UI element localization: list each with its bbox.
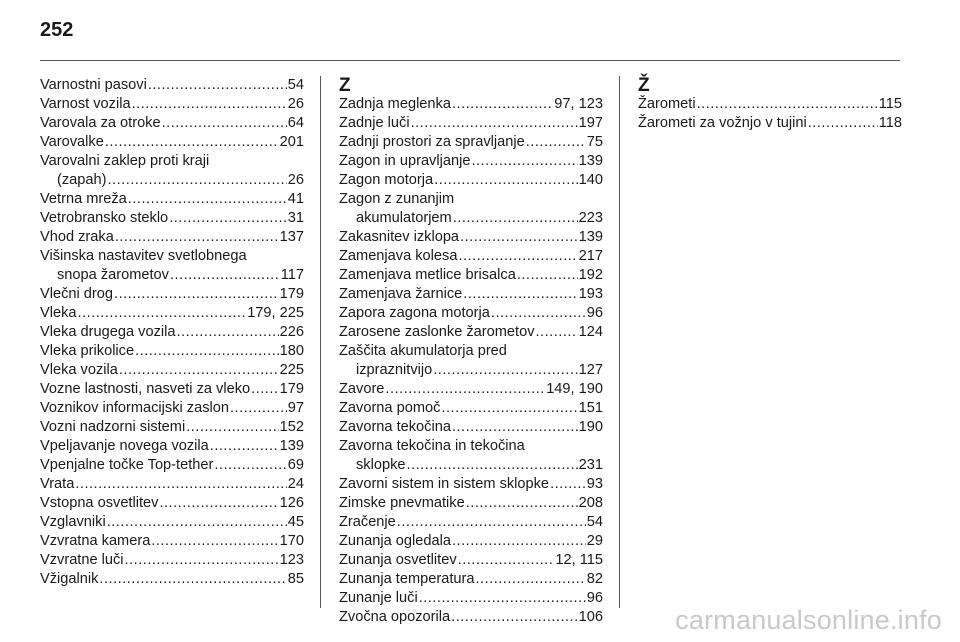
index-entry <box>40 342 304 361</box>
index-page-ref: 223 <box>578 210 603 226</box>
dot-leader <box>251 380 279 399</box>
dot-leader <box>406 456 577 475</box>
index-page-ref: 190 <box>578 419 603 435</box>
dot-leader <box>452 418 578 437</box>
dot-leader <box>135 342 279 361</box>
index-entry <box>339 323 603 342</box>
index-entry <box>339 494 603 513</box>
index-entry-line <box>638 95 902 114</box>
dot-leader <box>132 95 287 114</box>
dot-leader <box>536 323 578 342</box>
index-entry <box>40 304 304 323</box>
index-entry-line <box>40 399 304 418</box>
index-term: Vlečni drog <box>40 286 114 302</box>
index-term: Zagon motorja <box>339 172 434 188</box>
section-letter-zh: Ž <box>638 75 650 96</box>
dot-leader <box>169 209 287 228</box>
index-term: Varnost vozila <box>40 96 131 112</box>
dot-leader <box>385 380 545 399</box>
index-entry-line <box>339 475 603 494</box>
index-page-ref: 118 <box>878 115 902 131</box>
index-entry-line <box>339 570 603 589</box>
index-term: Varnostni pasovi <box>40 77 147 93</box>
dot-leader <box>441 399 577 418</box>
index-entry <box>40 513 304 532</box>
index-entry <box>339 532 603 551</box>
index-entry-continuation <box>339 209 603 228</box>
index-term: Vetrna mreža <box>40 191 127 207</box>
index-term: Zakasnitev izklopa <box>339 229 460 245</box>
index-term: Vzvratna kamera <box>40 533 151 549</box>
index-entry <box>339 418 603 437</box>
dot-leader <box>452 532 586 551</box>
index-entry-line <box>339 589 603 608</box>
index-term: Vžigalnik <box>40 571 99 587</box>
index-entry <box>339 190 603 228</box>
index-entry-continuation <box>339 361 603 380</box>
index-entry-line <box>339 380 603 399</box>
index-column-2 <box>339 76 603 627</box>
dot-leader <box>458 551 555 570</box>
index-term: Zavorni sistem in sistem sklopke <box>339 476 550 492</box>
index-entry <box>40 76 304 95</box>
dot-leader <box>107 513 287 532</box>
index-entry-line <box>339 437 603 456</box>
dot-leader <box>114 285 279 304</box>
index-term: Varovala za otroke <box>40 115 161 131</box>
index-page-ref: 225 <box>279 362 304 378</box>
index-entry-line <box>40 190 304 209</box>
index-page-ref: 45 <box>287 514 304 530</box>
index-term: Zapora zagona motorja <box>339 305 490 321</box>
index-entry-line <box>339 171 603 190</box>
index-page-ref: 179 <box>279 286 304 302</box>
dot-leader <box>176 323 278 342</box>
dot-leader <box>125 551 279 570</box>
index-page-ref: 12, 115 <box>555 552 603 568</box>
index-entry-continuation <box>40 266 304 285</box>
index-entry-line <box>339 494 603 513</box>
dot-leader <box>230 399 287 418</box>
index-term: Vpeljavanje novega vozila <box>40 438 209 454</box>
index-entry-continuation <box>40 171 304 190</box>
index-entry <box>339 475 603 494</box>
index-column-1 <box>40 76 304 589</box>
index-entry <box>339 304 603 323</box>
index-entry <box>339 266 603 285</box>
index-entry <box>339 95 603 114</box>
dot-leader <box>115 228 279 247</box>
index-entry <box>339 437 603 475</box>
index-entry-line <box>40 456 304 475</box>
index-entry-line <box>339 532 603 551</box>
index-page-ref: 126 <box>279 495 304 511</box>
index-column-3 <box>638 76 902 133</box>
index-page-ref: 137 <box>279 229 304 245</box>
index-term: Zamenjava metlice brisalca <box>339 267 516 283</box>
index-term: Zavorna tekočina <box>339 419 451 435</box>
index-term: Zavorna tekočina in tekočina <box>339 438 525 454</box>
dot-leader <box>397 513 586 532</box>
dot-leader <box>105 133 279 152</box>
index-term: Zagon z zunanjim <box>339 191 455 207</box>
index-term: Vleka vozila <box>40 362 118 378</box>
dot-leader <box>458 247 577 266</box>
index-entry <box>339 247 603 266</box>
index-page-ref: 127 <box>578 362 603 378</box>
dot-leader <box>78 304 247 323</box>
index-entry-line <box>339 551 603 570</box>
index-entry <box>40 551 304 570</box>
index-term: Zunanja osvetlitev <box>339 552 457 568</box>
dot-leader <box>434 171 578 190</box>
dot-leader <box>99 570 286 589</box>
index-entry-line <box>339 190 603 209</box>
index-term: Vrata <box>40 476 75 492</box>
index-term: Zunanje luči <box>339 590 418 606</box>
index-term: Zadnja meglenka <box>339 96 451 112</box>
index-page-ref: 170 <box>279 533 304 549</box>
dot-leader <box>411 114 578 133</box>
index-term: (zapah) <box>57 172 107 188</box>
index-term: Voznikov informacijski zaslon <box>40 400 229 416</box>
index-page-ref: 140 <box>578 172 603 188</box>
index-term: Vzvratne luči <box>40 552 124 568</box>
index-entry <box>40 418 304 437</box>
dot-leader <box>697 95 878 114</box>
index-entry-continuation <box>339 456 603 475</box>
index-page-ref: 149, 190 <box>546 381 603 397</box>
index-entry <box>40 228 304 247</box>
index-term: Zunanja ogledala <box>339 533 451 549</box>
index-term: Vetrobransko steklo <box>40 210 169 226</box>
index-entry <box>40 475 304 494</box>
index-entry-line <box>40 76 304 95</box>
index-entry <box>339 285 603 304</box>
index-entry-line <box>40 418 304 437</box>
index-page-ref: 85 <box>287 571 304 587</box>
index-page-ref: 152 <box>279 419 304 435</box>
index-page-ref: 124 <box>578 324 603 340</box>
index-entry <box>40 190 304 209</box>
index-term: Vozne lastnosti, nasveti za vleko <box>40 381 251 397</box>
index-entry-line <box>40 323 304 342</box>
index-entry <box>40 133 304 152</box>
index-entry-line <box>40 114 304 133</box>
index-page-ref: 139 <box>279 438 304 454</box>
index-term: Vleka drugega vozila <box>40 324 176 340</box>
index-page-ref: 96 <box>586 305 603 321</box>
dot-leader <box>214 456 286 475</box>
index-entry-line <box>40 342 304 361</box>
index-entry-line <box>339 228 603 247</box>
index-page-ref: 29 <box>586 533 603 549</box>
dot-leader <box>107 171 286 190</box>
index-entry <box>638 114 902 133</box>
index-page-ref: 115 <box>878 96 902 112</box>
index-page-ref: 139 <box>578 153 603 169</box>
index-page-ref: 54 <box>586 514 603 530</box>
index-entry-line <box>40 570 304 589</box>
index-term: Zadnji prostori za spravljanje <box>339 134 525 150</box>
index-entry-line <box>339 608 603 627</box>
dot-leader <box>451 608 578 627</box>
dot-leader <box>466 494 578 513</box>
index-entry-line <box>339 133 603 152</box>
index-term: Zarosene zaslonke žarometov <box>339 324 535 340</box>
dot-leader <box>419 589 586 608</box>
index-page-ref: 97 <box>287 400 304 416</box>
index-term: Zavorna pomoč <box>339 400 441 416</box>
index-page-ref: 96 <box>586 590 603 606</box>
index-term: Zamenjava žarnice <box>339 286 463 302</box>
index-entry-line <box>40 95 304 114</box>
index-term: Vhod zraka <box>40 229 114 245</box>
index-page-ref: 117 <box>280 267 304 283</box>
index-entry <box>339 399 603 418</box>
dot-leader <box>808 114 878 133</box>
index-entry-line <box>40 475 304 494</box>
index-term: Vstopna osvetlitev <box>40 495 159 511</box>
dot-leader <box>550 475 586 494</box>
header-rule <box>40 60 900 61</box>
index-page-ref: 180 <box>279 343 304 359</box>
index-page-ref: 26 <box>287 96 304 112</box>
index-entry <box>339 171 603 190</box>
index-entry <box>40 437 304 456</box>
index-entry <box>339 608 603 627</box>
index-page-ref: 179, 225 <box>247 305 304 321</box>
index-entry <box>339 380 603 399</box>
dot-leader <box>526 133 586 152</box>
index-entry <box>339 589 603 608</box>
index-entry-line <box>40 209 304 228</box>
dot-leader <box>210 437 279 456</box>
dot-leader <box>148 76 287 95</box>
index-page-ref: 226 <box>279 324 304 340</box>
index-page-ref: 54 <box>287 77 304 93</box>
dot-leader <box>471 152 577 171</box>
index-term: Žarometi <box>638 96 696 112</box>
index-page-ref: 231 <box>578 457 603 473</box>
index-entry <box>40 361 304 380</box>
index-entry-line <box>339 114 603 133</box>
index-entry-line <box>40 133 304 152</box>
index-term: sklopke <box>356 457 406 473</box>
index-page-ref: 208 <box>578 495 603 511</box>
index-entry <box>40 456 304 475</box>
index-entry-line <box>339 266 603 285</box>
index-entry <box>40 323 304 342</box>
index-page-ref: 41 <box>287 191 304 207</box>
index-page-ref: 201 <box>279 134 304 150</box>
index-page-ref: 193 <box>578 286 603 302</box>
index-page-ref: 82 <box>586 571 603 587</box>
index-entry <box>339 570 603 589</box>
index-term: Zračenje <box>339 514 396 530</box>
index-entry-line <box>40 437 304 456</box>
dot-leader <box>186 418 278 437</box>
index-entry <box>339 114 603 133</box>
dot-leader <box>453 209 578 228</box>
index-page-ref: 151 <box>578 400 603 416</box>
index-entry-line <box>40 551 304 570</box>
index-term: Vleka prikolice <box>40 343 135 359</box>
index-term: Vzglavniki <box>40 514 106 530</box>
index-entry-line <box>40 380 304 399</box>
index-page-ref: 64 <box>287 115 304 131</box>
dot-leader <box>491 304 586 323</box>
index-entry-line <box>40 532 304 551</box>
index-entry-line <box>40 285 304 304</box>
index-entry-line <box>339 323 603 342</box>
index-page-ref: 106 <box>578 609 603 625</box>
index-entry-line <box>339 342 603 361</box>
dot-leader <box>151 532 278 551</box>
index-term: Zunanja temperatura <box>339 571 475 587</box>
index-entry <box>40 209 304 228</box>
index-term: Zimske pnevmatike <box>339 495 465 511</box>
index-term: Višinska nastavitev svetlobnega <box>40 248 247 264</box>
index-entry <box>339 228 603 247</box>
index-page-ref: 31 <box>287 210 304 226</box>
index-term: Zaščita akumulatorja pred <box>339 343 507 359</box>
watermark-text: carmanualsonline.info <box>675 605 942 635</box>
index-entry <box>638 95 902 114</box>
index-entry <box>40 494 304 513</box>
index-entry-line <box>339 95 603 114</box>
index-entry-line <box>339 304 603 323</box>
index-page-ref: 75 <box>586 134 603 150</box>
index-entry-line <box>339 152 603 171</box>
dot-leader <box>162 114 287 133</box>
index-entry-line <box>40 361 304 380</box>
index-entry <box>40 152 304 190</box>
index-entry-line <box>339 247 603 266</box>
column-divider-2 <box>619 76 620 608</box>
index-page-ref: 197 <box>578 115 603 131</box>
index-entry <box>40 399 304 418</box>
index-entry-line <box>40 513 304 532</box>
dot-leader <box>119 361 279 380</box>
dot-leader <box>433 361 577 380</box>
index-term: Zadnje luči <box>339 115 410 131</box>
index-entry-line <box>40 494 304 513</box>
section-letter-z: Z <box>339 75 351 96</box>
column-divider-1 <box>320 76 321 608</box>
dot-leader <box>75 475 286 494</box>
index-page-ref: 139 <box>578 229 603 245</box>
index-page-ref: 97, 123 <box>554 96 603 112</box>
index-entry <box>40 114 304 133</box>
index-entry-line <box>40 304 304 323</box>
index-entry-line <box>339 418 603 437</box>
index-entry <box>339 551 603 570</box>
index-term: Žarometi za vožnjo v tujini <box>638 115 807 131</box>
index-entry <box>339 513 603 532</box>
dot-leader <box>475 570 585 589</box>
index-entry <box>40 247 304 285</box>
index-entry-line <box>40 228 304 247</box>
dot-leader <box>170 266 280 285</box>
page-number: 252 <box>40 19 74 41</box>
index-term: Vleka <box>40 305 77 321</box>
index-page-ref: 93 <box>586 476 603 492</box>
index-entry-line <box>638 114 902 133</box>
index-entry <box>40 285 304 304</box>
index-term: snopa žarometov <box>57 267 169 283</box>
index-entry <box>40 380 304 399</box>
index-page-ref: 69 <box>287 457 304 473</box>
index-entry <box>40 95 304 114</box>
index-term: Zvočna opozorila <box>339 609 451 625</box>
index-page-ref: 179 <box>279 381 304 397</box>
index-term: Varovalni zaklep proti kraji <box>40 153 210 169</box>
index-entry <box>339 133 603 152</box>
dot-leader <box>463 285 577 304</box>
index-entry-line <box>40 152 304 171</box>
index-term: izpraznitvijo <box>356 362 433 378</box>
index-term: Vpenjalne točke Top-tether <box>40 457 214 473</box>
dot-leader <box>452 95 553 114</box>
dot-leader <box>159 494 278 513</box>
index-entry <box>339 152 603 171</box>
index-page-ref: 123 <box>279 552 304 568</box>
index-entry <box>40 532 304 551</box>
index-term: akumulatorjem <box>356 210 452 226</box>
index-page-ref: 217 <box>578 248 603 264</box>
index-entry-line <box>339 399 603 418</box>
index-entry-line <box>339 285 603 304</box>
index-entry <box>339 342 603 380</box>
index-entry-line <box>40 247 304 266</box>
index-term: Zamenjava kolesa <box>339 248 458 264</box>
index-term: Zavore <box>339 381 385 397</box>
index-entry-line <box>339 513 603 532</box>
dot-leader <box>517 266 578 285</box>
index-entry <box>40 570 304 589</box>
index-term: Varovalke <box>40 134 104 150</box>
index-page-ref: 24 <box>287 476 304 492</box>
index-page-ref: 26 <box>287 172 304 188</box>
index-term: Zagon in upravljanje <box>339 153 471 169</box>
index-term: Vozni nadzorni sistemi <box>40 419 186 435</box>
dot-leader <box>128 190 287 209</box>
dot-leader <box>460 228 578 247</box>
index-page-ref: 192 <box>578 267 603 283</box>
